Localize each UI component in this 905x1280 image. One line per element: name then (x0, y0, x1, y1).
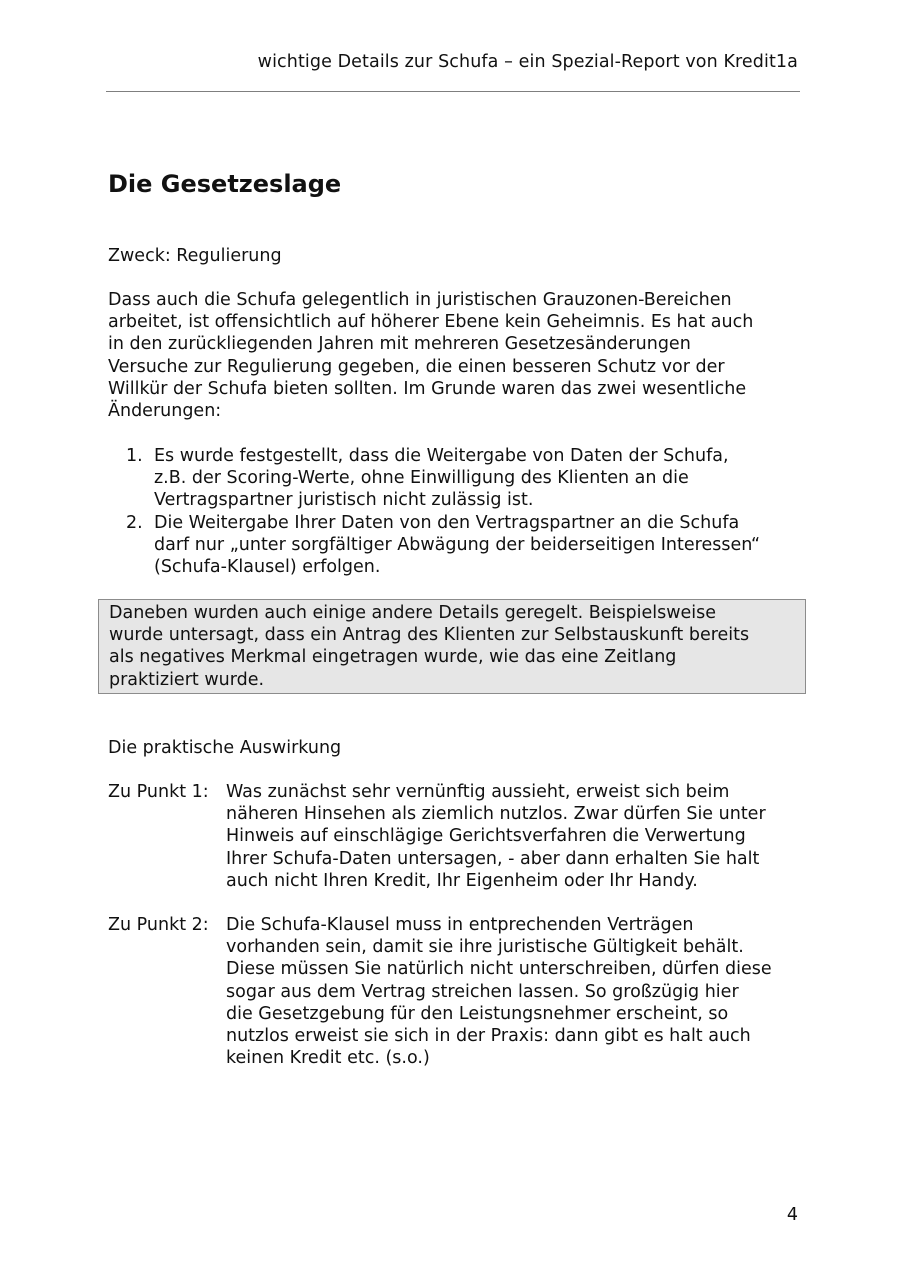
point-line: Was zunächst sehr vernünftig aussieht, erweist sich beim (226, 782, 730, 802)
point-line: die Gesetzgebung für den Leistungsnehmer erscheint, so (226, 1003, 729, 1024)
list-item-number: 2. (126, 512, 143, 533)
intro-line: Willkür der Schufa bieten sollten. Im Grunde waren das zwei wesentliche (108, 378, 747, 399)
point-line: Diese müssen Sie natürlich nicht unterschreiben, dürfen diese (226, 959, 772, 980)
header-divider (106, 91, 800, 92)
point-line: näheren Hinsehen als ziemlich nutzlos. Zwar dürfen Sie unter (226, 804, 766, 825)
point-line: sogar aus dem Vertrag streichen lassen. So großzügig hier (226, 981, 739, 1002)
list-item (108, 512, 808, 579)
section-title: Die Gesetzeslage (108, 170, 342, 198)
box-line: als negatives Merkmal eingetragen wurde, wie das eine Zeitlang (109, 647, 677, 668)
point-line: vorhanden sein, damit sie ihre juristische Gültigkeit behält. (226, 937, 744, 958)
list-item-text (154, 445, 808, 512)
changes-list (108, 445, 808, 578)
point-label: Zu Punkt 1: (108, 782, 209, 802)
list-item-number: 1. (126, 446, 143, 466)
box-line: praktiziert wurde. (109, 669, 265, 690)
list-item-line: Es wurde festgestellt, dass die Weitergabe von Daten der Schufa, (154, 446, 729, 466)
list-item-text (154, 512, 808, 579)
list-item-line: (Schufa-Klausel) erfolgen. (154, 557, 381, 578)
intro-paragraph (108, 289, 808, 422)
list-item-line: Vertragspartner juristisch nicht zulässig ist. (154, 490, 534, 511)
intro-line: in den zurückliegenden Jahren mit mehreren Gesetzesänderungen (108, 334, 691, 355)
list-item-line: z.B. der Scoring-Werte, ohne Einwilligung des Klienten an die (154, 468, 689, 489)
page-number: 4 (786, 1205, 798, 1225)
box-line: wurde untersagt, dass ein Antrag des Klienten zur Selbstauskunft bereits (109, 625, 750, 646)
point-line: auch nicht Ihren Kredit, Ihr Eigenheim oder Ihr Handy. (226, 870, 698, 891)
intro-line: arbeitet, ist offensichtlich auf höherer Ebene kein Geheimnis. Es hat auch (108, 312, 754, 333)
intro-line: Dass auch die Schufa gelegentlich in juristischen Grauzonen-Bereichen (108, 290, 732, 310)
list-item (108, 445, 808, 512)
point-line: Ihrer Schufa-Daten untersagen, - aber dann erhalten Sie halt (226, 848, 760, 869)
point-label: Zu Punkt 2: (108, 915, 209, 935)
highlight-box (98, 599, 806, 694)
point-line: Die Schufa-Klausel muss in entprechenden Verträgen (226, 915, 694, 935)
point-line: keinen Kredit etc. (s.o.) (226, 1048, 430, 1069)
point-line: Hinweis auf einschlägige Gerichtsverfahren die Verwertung (226, 826, 746, 847)
point-text (226, 781, 766, 892)
purpose-line: Zweck: Regulierung (108, 246, 282, 266)
point-line: nutzlos erweist sie sich in der Praxis: dann gibt es halt auch (226, 1026, 751, 1047)
box-line: Daneben wurden auch einige andere Details geregelt. Beispielsweise (109, 603, 717, 623)
point-text (226, 914, 772, 1069)
list-item-line: darf nur „unter sorgfältiger Abwägung der beiderseitigen Interessen“ (154, 534, 761, 555)
intro-line: Änderungen: (108, 401, 222, 422)
page-header: wichtige Details zur Schufa – ein Spezial-Report von Kredit1a (257, 52, 798, 72)
list-item-line: Die Weitergabe Ihrer Daten von den Vertragspartner an die Schufa (154, 512, 740, 533)
intro-line: Versuche zur Regulierung gegeben, die einen besseren Schutz vor der (108, 356, 725, 377)
impact-heading: Die praktische Auswirkung (108, 738, 342, 758)
